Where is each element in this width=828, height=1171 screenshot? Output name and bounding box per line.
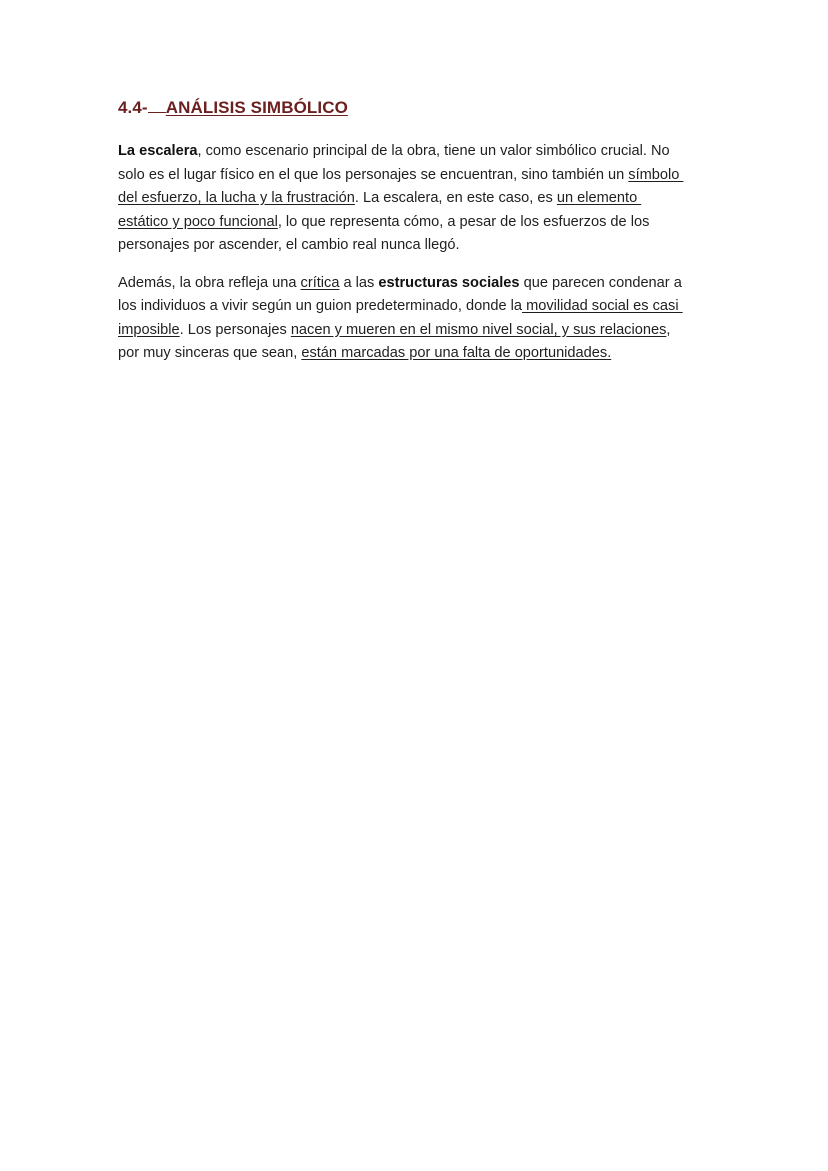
text-line (118, 295, 718, 319)
text-line (118, 211, 718, 235)
body-text: por muy sinceras que sean, (118, 345, 302, 361)
bold-text: estructuras sociales (378, 274, 520, 291)
text-line (118, 187, 718, 211)
text-line (118, 272, 718, 296)
text-line (118, 319, 718, 343)
underlined-text: del esfuerzo, la lucha y la frustración (118, 190, 355, 206)
body-text: a las (339, 274, 379, 291)
body-text: solo es el lugar físico en el que los personajes se encuentran, sino también un (118, 166, 629, 183)
body-text: personajes por ascender, el cambio real nunca llegó. (118, 237, 460, 253)
section-number: 4.4- (118, 98, 148, 117)
underlined-text: estático y poco funcional (118, 213, 278, 230)
underlined-text: movilidad social es casi (522, 298, 683, 314)
underlined-text: nacen y mueren en el mismo nivel social, y sus relaciones (290, 321, 667, 338)
text-line (118, 140, 718, 164)
bold-text: La escalera (118, 143, 198, 159)
body-text: que parecen condenar a (519, 274, 682, 291)
text-line (118, 234, 718, 258)
underlined-text: crítica (300, 274, 340, 291)
body-text: , lo que representa cómo, a pesar de los esfuerzos de los (277, 213, 650, 230)
underlined-text: símbolo (628, 166, 684, 183)
body-text: . La escalera, en este caso, es (354, 190, 557, 206)
section-title: ANÁLISIS SIMBÓLICO (165, 98, 348, 117)
document-page (118, 98, 718, 380)
body-text: , como escenario principal de la obra, tiene un valor simbólico crucial. No (197, 143, 670, 159)
section-heading (118, 98, 718, 118)
underlined-text: un elemento (556, 190, 642, 206)
body-text: Además, la obra refleja una (118, 274, 301, 291)
body-text: , (666, 321, 671, 338)
paragraph-2 (118, 272, 718, 366)
underlined-text: imposible (118, 321, 180, 338)
body-text: los individuos a vivir según un guion predeterminado, donde la (118, 298, 523, 314)
text-line (118, 342, 718, 366)
body-text: . Los personajes (179, 321, 291, 338)
text-line (118, 164, 718, 188)
heading-underline-gap (148, 111, 166, 113)
paragraph-1 (118, 140, 718, 258)
underlined-text: están marcadas por una falta de oportunidades. (301, 345, 612, 361)
